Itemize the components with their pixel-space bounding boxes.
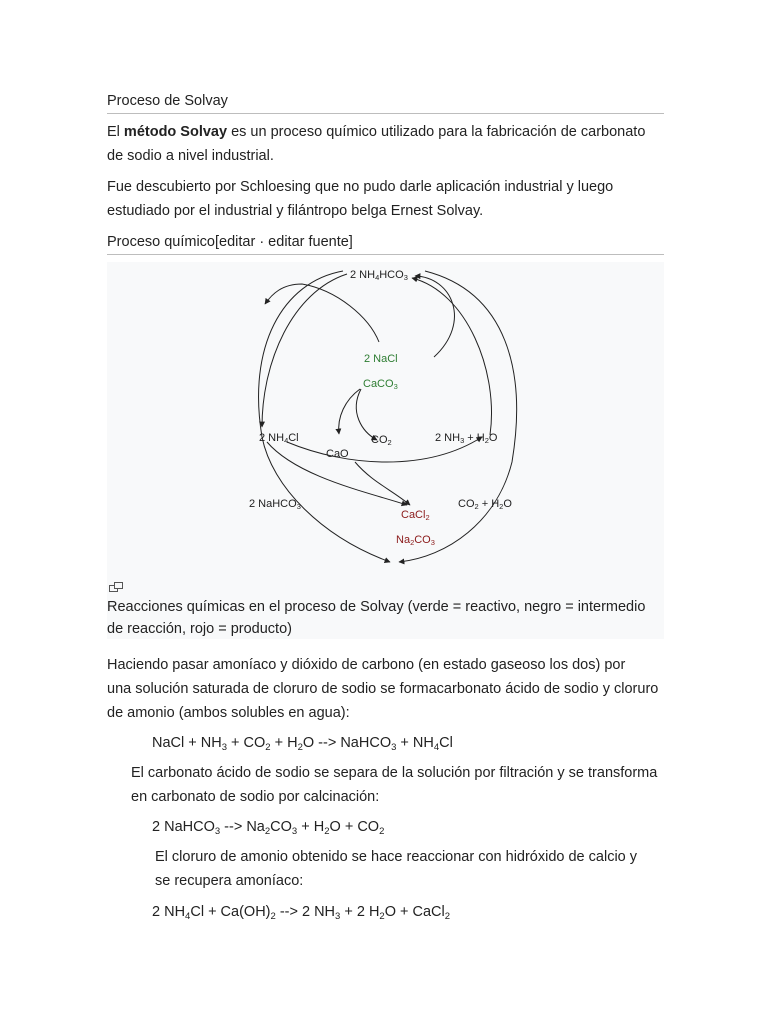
intro-suffix: es un proceso químico utilizado para la fabricación de carbonato de sodio a nivel industrial. bbox=[107, 124, 646, 164]
label-caco3: CaCO3 bbox=[363, 378, 398, 391]
section-edit-links[interactable]: [editar · editar fuente] bbox=[215, 234, 353, 250]
intro-prefix: El bbox=[107, 124, 124, 140]
discovery-paragraph: Fue descubierto por Schloesing que no pudo darle aplicación industrial y luego estudiado por el industrial y filántropo belga Ernest Solvay. bbox=[107, 179, 614, 219]
label-nh3-h2o: 2 NH3 + H2O bbox=[435, 432, 498, 445]
label-co2-h2o: CO2 + H2O bbox=[458, 498, 512, 511]
label-nahco3: 2 NaHCO3 bbox=[249, 498, 301, 511]
enlarge-icon[interactable] bbox=[109, 582, 123, 593]
arc-nacl-to-top bbox=[265, 284, 379, 342]
ammonia-paragraph bbox=[107, 653, 664, 725]
solvay-cycle-diagram bbox=[107, 262, 664, 577]
ammonia-line-2: una solución saturada de cloruro de sodio se formacarbonato ácido de sodio y cloruro de amonio (ambos solubles en agua): bbox=[107, 681, 659, 721]
equation-2: 2 NaHCO$_3$ --> $Na_2CO_3 + H_2O + CO_2$ bbox=[152, 819, 385, 837]
label-nh4hco3: 2 NH4HCO3 bbox=[350, 269, 408, 282]
label-cao: CaO bbox=[326, 448, 349, 460]
label-nacl: 2 NaCl bbox=[364, 353, 398, 365]
recovery-paragraph: El cloruro de amonio obtenido se hace reaccionar con hidróxido de calcio y se recupera amoníaco: bbox=[155, 849, 638, 889]
label-cacl2: CaCl2 bbox=[401, 509, 430, 522]
intro-bold-term: método Solvay bbox=[123, 124, 228, 140]
section-title: Proceso químico bbox=[107, 234, 215, 250]
intro-paragraph bbox=[107, 120, 652, 168]
ammonia-line-1: Haciendo pasar amoníaco y dióxido de carbono (en estado gaseoso los dos) por bbox=[107, 657, 626, 673]
section-heading bbox=[107, 233, 664, 255]
label-nh4cl: 2 NH4Cl bbox=[259, 432, 299, 445]
label-na2co3: Na2CO3 bbox=[396, 534, 435, 547]
label-co2: CO2 bbox=[371, 434, 392, 447]
arc-cao-to-cacl2 bbox=[355, 462, 410, 505]
calcination-paragraph: El carbonato ácido de sodio se separa de la solución por filtración y se transforma en carbonato de sodio por calcinación: bbox=[131, 765, 658, 805]
equation-1: NaCl + $NH_3 + CO_2 + H_2O$ --> NaHCO$_3$ + $NH_4Cl$ bbox=[152, 735, 453, 753]
arc-left-outer bbox=[259, 271, 390, 562]
solvay-figure bbox=[107, 262, 664, 639]
equation-3: 2 $NH_4Cl + Ca(OH)_2$ --> 2 $NH_3 + 2$ $H_2O$ + CaCl$_2$ bbox=[152, 904, 451, 922]
arc-caco3-to-co2 bbox=[356, 389, 377, 440]
figure-caption: Reacciones químicas en el proceso de Solvay (verde = reactivo, negro = intermedio de reacción, rojo = producto) bbox=[107, 599, 646, 637]
diagram-labels bbox=[249, 269, 512, 547]
arc-top-to-nh4cl bbox=[262, 274, 347, 427]
page-title: Proceso de Solvay bbox=[107, 92, 664, 114]
